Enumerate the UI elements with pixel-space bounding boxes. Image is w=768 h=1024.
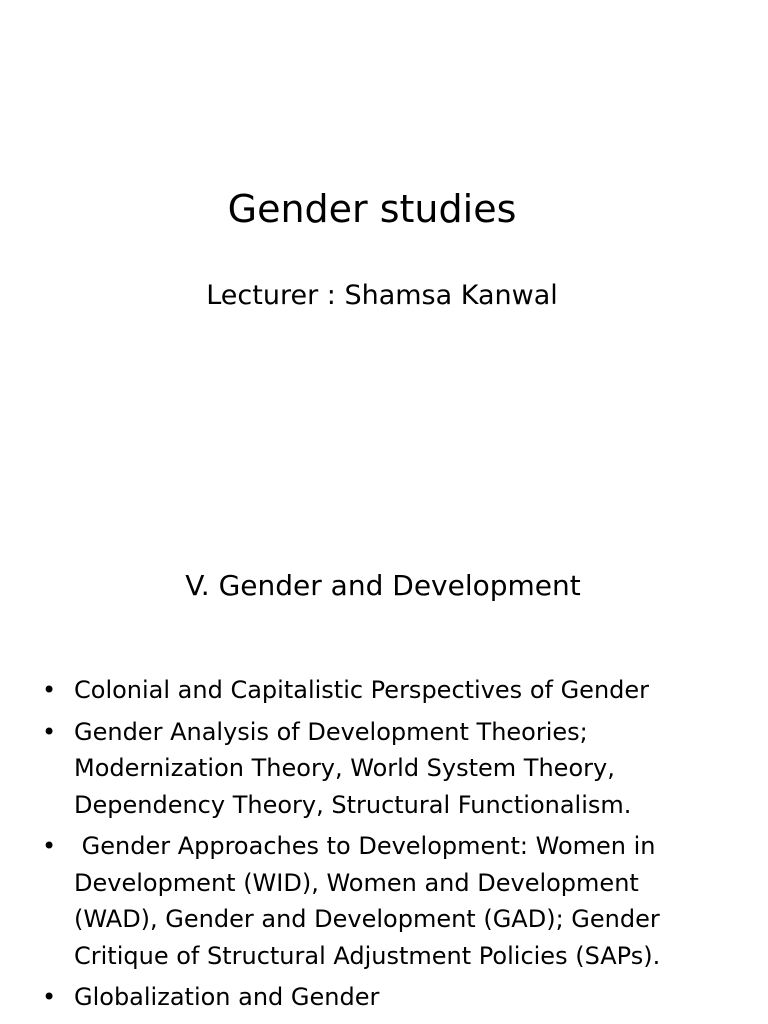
bullet-marker: • xyxy=(42,717,57,746)
lecturer-subtitle: Lecturer : Shamsa Kanwal xyxy=(206,280,558,311)
bullet-line: Globalization and Gender xyxy=(74,983,380,1011)
bullet-line: Gender Approaches to Development: Women in xyxy=(74,832,656,860)
section-title: V. Gender and Development xyxy=(185,569,581,602)
bullet-line: Dependency Theory, Structural Functionalism. xyxy=(74,790,632,819)
slide-title: Gender studies xyxy=(227,187,517,231)
bullet-marker: • xyxy=(42,832,57,860)
bullet-item xyxy=(42,714,682,824)
bullet-item xyxy=(42,672,682,709)
bullet-line: Gender Analysis of Development Theories; xyxy=(74,717,588,746)
bullet-line: Development (WID), Women and Development xyxy=(74,868,639,897)
bullet-line: Critique of Structural Adjustment Policies (SAPs). xyxy=(74,941,661,970)
content-slide xyxy=(0,512,768,1024)
bullet-marker: • xyxy=(42,983,57,1011)
bullet-line: Modernization Theory, World System Theory, xyxy=(74,754,615,782)
bullet-line: (WAD), Gender and Development (GAD); Gender xyxy=(74,905,660,933)
bullet-item xyxy=(42,828,682,974)
bullet-line: Colonial and Capitalistic Perspectives of Gender xyxy=(74,676,650,704)
bullet-item xyxy=(42,979,682,1016)
bullet-list xyxy=(42,672,682,1021)
bullet-marker: • xyxy=(42,676,57,704)
